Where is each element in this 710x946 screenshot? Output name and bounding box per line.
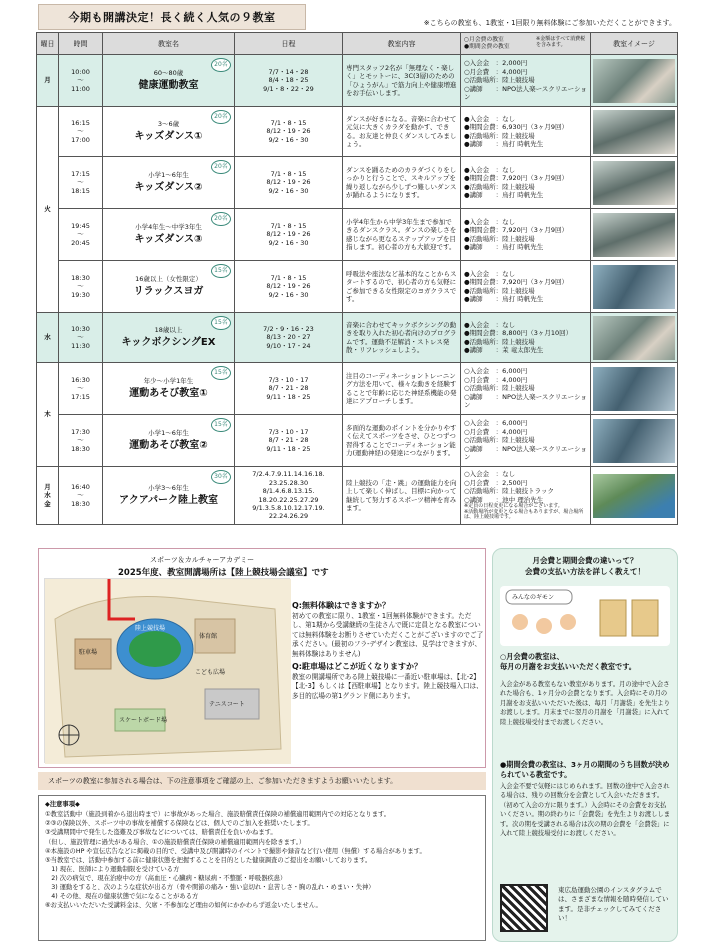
map-label-gym: 体育館 [199,633,218,640]
table-row [37,209,678,261]
col-class: 教室名 [103,33,235,55]
page-title: 今期も開講決定！長く続く人気の９教室 [38,4,306,30]
caution-item: ②③の保険以外、スポーツ中の事故を補償する保険などは、個人でのご加入を推奨いたします。 [45,820,314,828]
schedule-table [36,32,678,525]
table-row [37,157,678,209]
park-map[interactable] [44,578,290,763]
capacity-badge: 30名 [211,470,231,484]
period-fee-body: 入会金不要で気軽にはじめられます。回数の途中で入会される場合は、残りの回数分を会費として入会いただきます。（初めて入会の方に限ります。）入会時にその会費をお支払いください。期の終わりに「会費袋」を先生よりお渡しします。次の期を受講される場合は次の期の会費を「会費袋」に入れて陸上競技場受付にお渡しください。 [500,783,671,838]
table-row [37,261,678,313]
capacity-badge: 20名 [211,110,231,124]
map-label-parking: 駐車場 [79,649,98,656]
age-range: 年少～小学1年生 [143,377,194,386]
class-photo [591,107,678,157]
capacity-badge: 15名 [211,316,231,330]
class-photo [591,261,678,313]
faq-q2: Q:駐車場はどこが近くなりますか？ [292,662,422,672]
caution-strip: スポーツの教室に参加される場合は、下の注意事項をご確認の上、ご参加いただきますようお願いいたします。 [38,772,486,790]
dates-cell: 7/3・10・17 8/7・21・28 9/11・18・25 [235,415,343,467]
class-photo [591,467,678,525]
content-cell: ダンスが好きになる。音楽に合わせて元気に大きくカラダを動かす、できる。お友達と仲良くダンスしてみましょう。 [343,107,461,157]
map-label-tennis: テニスコート [209,701,245,708]
people-illustration [500,586,670,646]
dates-cell: 7/1・8・15 8/12・19・26 9/2・16・30 [235,261,343,313]
class-name-cell [103,261,235,313]
caution-item: 4) その他、現在の健康状態で気になることがある方 [45,893,199,901]
table-row [37,313,678,363]
capacity-badge: 15名 [211,418,231,432]
class-name-cell [103,313,235,363]
table-header [37,33,678,55]
age-range: 3～6歳 [157,120,180,129]
class-name: アクアパーク陸上教室 [119,494,218,506]
caution-item: 3) 運動をすると、次のような症状が出る方（骨や関節の痛み・強い息切れ・息苦しさ・胸の乱れ・めまい・失神） [45,884,375,892]
class-name-cell [103,467,235,525]
caution-item: 1) 現在、医師により運動制限を受けている方 [45,865,180,873]
day-cell: 木 [37,363,59,467]
time-cell: 17:30 ～ 18:30 [59,415,103,467]
class-photo [591,55,678,107]
capacity-badge: 20名 [211,58,231,72]
class-name-cell [103,107,235,157]
fee-explainer-title: 月会費と期間会費の違いって？ 会費の支払い方法を詳しく教えて！ [525,556,645,576]
fee-cell: ●入会金 ：なし ●期間会費：7,920円（3ヶ月9回） ●活動場所：陸上競技場 ●講師 ：鳥打 時帆先生 [461,209,591,261]
col-dates: 日程 [235,33,343,55]
dates-cell: 7/2・9・16・23 8/13・20・27 9/10・17・24 [235,313,343,363]
fee-cell: ●入会金 ：なし ●期間会費：8,800円（3ヶ月10回） ●活動場所：陸上競技場 ●講師 ：茉 竜太郎先生 [461,313,591,363]
age-range: 16歳以上（女性限定） [135,275,202,284]
content-cell: ダンスを踊るためのカラダづくりをしっかりと行うことで、スキルアップを繰り返しながら少しずつ難しいダンスが踊れるようになります。 [343,157,461,209]
class-name: キッズダンス② [134,181,203,193]
fee-cell: ○入会金 ：6,000円 ○月会費 ：4,000円 ○活動場所：陸上競技場 ○講師 ：NPO法人楽ースクリエーション [461,363,591,415]
content-cell: 呼吸法や座法など基本的なことからスタートするので、初心者の方も気軽にご参加できる女性限定のヨガクラスです。 [343,261,461,313]
faq-a2: 教室の開講場所である陸上競技場に一番近い駐車場は、【北-2】【北-3】もしくは【西駐車場】となります。陸上競技場入口は、多目的広場の第1グランド側にあります。 [292,672,483,701]
col-image: 教室イメージ [591,33,678,55]
time-cell: 10:00 ～ 11:00 [59,55,103,107]
time-cell: 16:40 ～ 18:30 [59,467,103,525]
dates-cell: 7/1・8・15 8/12・19・26 9/2・16・30 [235,157,343,209]
class-photo [591,209,678,261]
trial-notice: ※こちらの教室も、1教室・1回限り無料体験にご参加いただくことができます。 [423,19,676,27]
col-time: 時間 [59,33,103,55]
dates-cell: 7/3・10・17 8/7・21・28 9/11・18・25 [235,363,343,415]
caution-item: ①教室活動中（施設到着から退出時まで）に事故があった場合、施設賠償責任保険の補償適用範囲内での対応となります。 [45,811,391,819]
table-row [37,415,678,467]
caution-item: 2) 次の病気で、現在治療中の方（高血圧・心臓病・糖尿病・不整脈・呼吸器疾患） [45,875,287,882]
monthly-fee-heading: ○月会費の教室は、 毎月の月謝をお支払いいただく教室です。 [500,652,636,671]
faq-q1: Q:無料体験はできますか？ [292,601,390,610]
faq-a1: 初めての教室に限り、1教室・1回無料体験ができます。ただし、第1期から受講継続の生徒さんで既に定員となる教室については無料体験をお断りさせていただくことがございますのでご了承ください。(最初のフラ-デザイン教室は、見学はできますが、無料体験はありません) [292,611,484,658]
question-bubble: みんなのギモン [512,594,555,601]
col-day: 曜日 [37,33,59,55]
class-photo [591,313,678,363]
class-name: リラックスヨガ [133,285,204,297]
age-range: 小学4年生～中学3年生 [135,223,202,232]
day-cell: 火 [37,107,59,313]
class-photo [591,415,678,467]
content-cell: 専門スタッフ2名が「無理なく・楽しく」とモットーに、3C(3層)のための「ひょうがん」で筋力向上や健康増進をお手伝いします。 [343,55,461,107]
class-name-cell [103,415,235,467]
caution-item: ⑤当教室では、活動中参加する前に健康状態を把握することを目的とした健康調査のご提出をお願いしております。 [45,856,372,864]
caution-item: ⑥お支払いいただいた受講料金は、欠席・不参加など理由の如何にかかわらず返金いたしません。 [45,902,322,910]
dates-cell: 7/1・8・15 8/12・19・26 9/2・16・30 [235,107,343,157]
day-cell: 月 水 金 [37,467,59,525]
time-cell: 10:30 ～ 11:30 [59,313,103,363]
cautions-box [38,795,486,941]
time-cell: 19:45 ～ 20:45 [59,209,103,261]
capacity-badge: 15名 [211,264,231,278]
instagram-qr-code[interactable] [500,884,548,932]
table-row [37,55,678,107]
instagram-text: 東広島運動公園のインスタグラムでは、さまざまな情報を随時発信しています。是非チェックしてみてください！ [558,886,669,923]
academy-subtitle: 2025年度、教室開講場所は【陸上競技場会議室】です [118,568,329,578]
table-row [37,363,678,415]
period-fee-heading: ●期間会費の教室は、3ヶ月の期間のうち回数が決められている教室です。 [500,760,670,779]
table-row [37,107,678,157]
day-cell: 水 [37,313,59,363]
caution-item: （但し、施設管理に過失がある場合、①の施設賠償責任保険の補償適用範囲内を除きます。） [45,838,306,846]
age-range: 18歳以上 [154,326,183,335]
content-cell: 小学4年生から中学3年生まで参加できるダンスクラス。ダンスの楽しさを感じながら更なるステップアップを目指します。初心者の方も大歓迎です。 [343,209,461,261]
class-name: キッズダンス③ [134,233,203,245]
content-cell: 注目のコーディネーショントレーニング方法を用いて、様々な動きを経験することで年齢に応じた神経系機能の発達にアプローチします。 [343,363,461,415]
caution-item: ③受講期間中で発生した盗難及び事故などについては、賠償責任を負いかねます。 [45,829,277,837]
age-range: 60～80歳 [153,69,184,78]
caution-item: ④本施設のHP や宣伝広告などに掲載の目的で、受講中及び開講時のイベントで撮影や録音など行い使用（無償）する場合があります。 [45,847,426,855]
age-range: 小学1～6年生 [148,171,189,180]
map-label-stadium: 陸上競技場 [135,625,166,632]
fee-cell: ○入会金 ：6,000円 ○月会費 ：4,000円 ○活動場所：陸上競技場 ○講師 ：NPO法人楽ースクリエーション [461,415,591,467]
content-cell: 音楽に合わせてキックボクシングの動きを取り入れた初心者向けのプログラムです。運動不足解消・ストレス発散・リフレッシュしよう。 [343,313,461,363]
class-name: 運動あそび教室① [129,387,208,399]
fee-cell: ○入会金 ：2,000円 ○月会費 ：4,000円 ○活動場所：陸上競技場 ○講師 ：NPO法人楽ースクリエーション [461,55,591,107]
map-label-kids: こども広場 [195,669,226,676]
fee-cell: ●入会金 ：なし ●期間会費：6,930円（3ヶ月9回） ●活動場所：陸上競技場 ●講師 ：鳥打 時帆先生 [461,107,591,157]
dates-cell: 7/2.4.7.9.11.14.16.18. 23.25.28.30 8/1.4.6.8.13.15. 18.20.22.25.27.29 9/1.3.5.8.10.12.17.19. 22.24.26.29 [235,467,343,525]
academy-label: スポーツ＆カルチャーアカデミー [150,556,255,564]
fee-note: ※金額はすべて消費税を含みます。 [536,35,586,48]
class-photo [591,157,678,209]
class-name-cell [103,157,235,209]
table-row [37,467,678,525]
content-cell: 陸上競技の「走・跳」の運動能力を向上して楽しく伸ばし、目標に向かって継続して努力するスポーツ精神を育みます。 [343,467,461,525]
fee-cell: ○入会金 ：なし ○月会費 ：2,500円 ○活動場所：陸上競技トラック ○講師 ：池中 理治先生 ※定員の日程変更になる場合がございます。 ※活動場所が変更となる場合もありますが、場合場所は、陸上競技場です。 [461,467,591,525]
class-name: 健康運動教室 [138,79,199,91]
time-cell: 17:15 ～ 18:15 [59,157,103,209]
dates-cell: 7/1・8・15 8/12・19・26 9/2・16・30 [235,209,343,261]
time-cell: 16:15 ～ 17:00 [59,107,103,157]
class-name: 運動あそび教室② [129,439,208,451]
class-name-cell [103,209,235,261]
class-photo [591,363,678,415]
time-cell: 16:30 ～ 17:15 [59,363,103,415]
capacity-badge: 15名 [211,366,231,380]
class-name: キッズダンス① [134,130,203,142]
fee-cell: ●入会金 ：なし ●期間会費：7,920円（3ヶ月9回） ●活動場所：陸上競技場 ●講師 ：鳥打 時帆先生 [461,157,591,209]
content-cell: 多面的な運動のポイントを分かりやすく伝えてスポーツをさせ、ひとつずつ習得することでコーディネーション能力(運動神経)の発達につながります。 [343,415,461,467]
capacity-badge: 20名 [211,160,231,174]
cautions-title: ◆注意事項◆ [45,801,80,808]
class-name-cell [103,55,235,107]
faq [292,598,484,702]
class-name-cell [103,363,235,415]
col-fee: ○月会費の教室 ●期間会費の教室 ※金額はすべて消費税を含みます。 [461,33,591,55]
fee-cell: ●入会金 ：なし ●期間会費：7,920円（3ヶ月9回） ●活動場所：陸上競技場 ●講師 ：鳥打 時帆先生 [461,261,591,313]
class-name: キックボクシングEX [121,336,216,348]
time-cell: 18:30 ～ 19:30 [59,261,103,313]
col-content: 教室内容 [343,33,461,55]
map-label-skate: スケートボード場 [119,717,168,724]
age-range: 小学3～6年生 [148,484,189,493]
age-range: 小学1～6年生 [148,429,189,438]
dates-cell: 7/7・14・28 8/4・18・25 9/1・8・22・29 [235,55,343,107]
monthly-fee-body: 入会金がある教室もない教室があります。月の途中で入会された場合も、1ヶ月分の会費となります。入会時にその月の月謝をお支払いいただいた後は、毎月「月謝袋」を先生よりお渡しします。月末までに翌月の月謝を「月謝袋」に入れて陸上競技場受付までお渡しください。 [500,681,671,726]
day-cell: 月 [37,55,59,107]
capacity-badge: 20名 [211,212,231,226]
